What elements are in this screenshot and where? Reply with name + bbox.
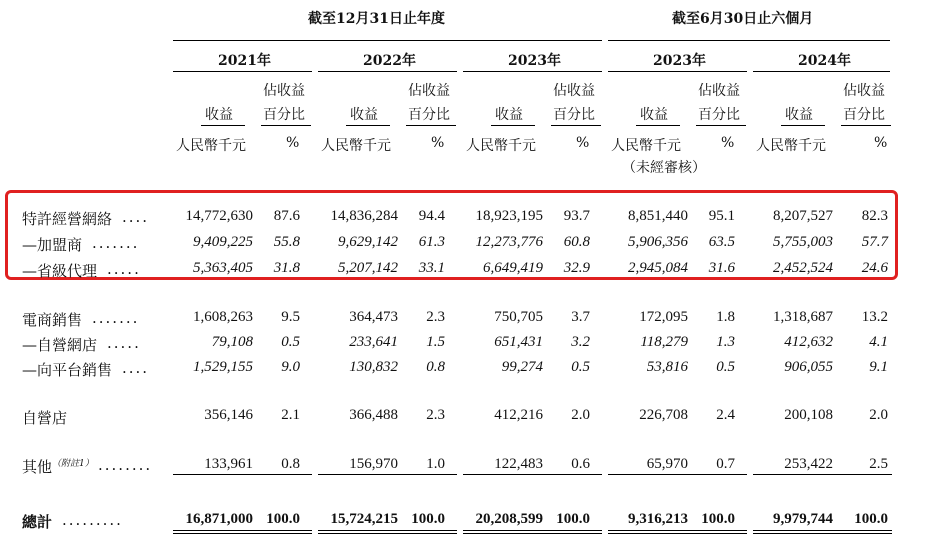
pct-cell: 32.9 xyxy=(563,260,590,276)
year-2023: 2023年 xyxy=(508,53,561,69)
pct-cell: 31.6 xyxy=(708,260,735,276)
row-leader-dots: .... xyxy=(122,359,150,377)
pct-cell: 100.0 xyxy=(556,511,590,527)
pct-header-bottom: 百分比 xyxy=(553,107,595,123)
pct-header-top: 佔收益 xyxy=(553,83,595,99)
revenue-cell: 6,649,419 xyxy=(483,260,543,276)
revenue-cell: 5,363,405 xyxy=(193,260,253,276)
revenue-cell: 356,146 xyxy=(204,407,253,423)
pct-cell: 9.5 xyxy=(281,309,300,325)
pct-cell: 2.3 xyxy=(426,407,445,423)
pct-cell: 63.5 xyxy=(708,234,735,250)
revenue-header: 收益 xyxy=(350,107,378,123)
revenue-cell: 20,208,599 xyxy=(475,511,543,527)
revenue-cell: 130,832 xyxy=(349,359,398,375)
revenue-cell: 133,961 xyxy=(204,456,253,472)
pct-cell: 61.3 xyxy=(418,234,445,250)
pct-unit: % xyxy=(721,135,735,151)
revenue-cell: 9,629,142 xyxy=(338,234,398,250)
revenue-header: 收益 xyxy=(785,107,813,123)
revenue-cell: 2,452,524 xyxy=(773,260,833,276)
row-leader-dots: ........ xyxy=(98,456,153,474)
pct-cell: 2.3 xyxy=(426,309,445,325)
pct-cell: 0.7 xyxy=(716,456,735,472)
pct-cell: 93.7 xyxy=(563,208,590,224)
row-label: —加盟商 xyxy=(22,236,83,254)
half-year-header: 截至6月30日止六個月 xyxy=(672,11,814,27)
unit-label: 人民幣千元 xyxy=(176,138,246,154)
row-label: 總計 xyxy=(22,513,53,531)
revenue-cell: 9,979,744 xyxy=(773,511,833,527)
pct-header-top: 佔收益 xyxy=(843,83,885,99)
revenue-cell: 226,708 xyxy=(639,407,688,423)
revenue-cell: 9,316,213 xyxy=(628,511,688,527)
revenue-cell: 253,422 xyxy=(784,456,833,472)
fiscal-year-header: 截至12月31日止年度 xyxy=(308,11,445,27)
pct-cell: 0.5 xyxy=(281,334,300,350)
pct-cell: 82.3 xyxy=(861,208,888,224)
pct-cell: 2.4 xyxy=(716,407,735,423)
revenue-header: 收益 xyxy=(640,107,668,123)
revenue-cell: 651,431 xyxy=(494,334,543,350)
row-label: 電商銷售 xyxy=(22,311,83,329)
revenue-cell: 5,207,142 xyxy=(338,260,398,276)
pct-cell: 9.0 xyxy=(281,359,300,375)
year-2024-h1: 2024年 xyxy=(798,53,851,69)
year-2021: 2021年 xyxy=(218,53,271,69)
pct-cell: 2.5 xyxy=(869,456,888,472)
row-leader-dots: ......... xyxy=(62,511,123,529)
revenue-cell: 1,529,155 xyxy=(193,359,253,375)
row-leader-dots: .... xyxy=(122,208,150,226)
revenue-cell: 750,705 xyxy=(494,309,543,325)
pct-header-top: 佔收益 xyxy=(408,83,450,99)
pct-cell: 13.2 xyxy=(861,309,888,325)
pct-cell: 55.8 xyxy=(273,234,300,250)
revenue-cell: 9,409,225 xyxy=(193,234,253,250)
pct-cell: 100.0 xyxy=(411,511,445,527)
pct-cell: 0.8 xyxy=(281,456,300,472)
pct-cell: 94.4 xyxy=(418,208,445,224)
revenue-cell: 364,473 xyxy=(349,309,398,325)
pct-cell: 1.0 xyxy=(426,456,445,472)
pct-cell: 1.3 xyxy=(716,334,735,350)
pct-header-top: 佔收益 xyxy=(698,83,740,99)
pct-cell: 2.0 xyxy=(869,407,888,423)
pct-header-bottom: 百分比 xyxy=(263,107,305,123)
revenue-cell: 8,207,527 xyxy=(773,208,833,224)
pct-cell: 1.5 xyxy=(426,334,445,350)
pct-unit: % xyxy=(431,135,445,151)
unit-label: 人民幣千元 xyxy=(611,138,681,154)
row-label: 其他$^{(附註1)}$ xyxy=(22,458,94,476)
pct-header-top: 佔收益 xyxy=(263,83,305,99)
pct-cell: 1.8 xyxy=(716,309,735,325)
revenue-cell: 65,970 xyxy=(646,456,688,472)
pct-cell: 3.2 xyxy=(571,334,590,350)
pct-cell: 57.7 xyxy=(861,234,888,250)
row-leader-dots: ....... xyxy=(92,309,140,327)
unaudited-note: （未經審核） xyxy=(622,160,706,176)
revenue-cell: 118,279 xyxy=(640,334,688,350)
revenue-cell: 122,483 xyxy=(494,456,543,472)
revenue-cell: 366,488 xyxy=(349,407,398,423)
revenue-cell: 412,632 xyxy=(784,334,833,350)
row-label: —省級代理 xyxy=(22,262,98,280)
pct-cell: 60.8 xyxy=(563,234,590,250)
pct-cell: 95.1 xyxy=(708,208,735,224)
revenue-cell: 1,608,263 xyxy=(193,309,253,325)
pct-header-bottom: 百分比 xyxy=(408,107,450,123)
pct-cell: 0.5 xyxy=(716,359,735,375)
revenue-cell: 412,216 xyxy=(494,407,543,423)
unit-label: 人民幣千元 xyxy=(466,138,536,154)
row-label: —自營網店 xyxy=(22,336,98,354)
pct-cell: 3.7 xyxy=(571,309,590,325)
row-leader-dots: ..... xyxy=(107,334,141,352)
row-leader-dots: ....... xyxy=(92,234,140,252)
revenue-cell: 14,836,284 xyxy=(330,208,398,224)
revenue-cell: 1,318,687 xyxy=(773,309,833,325)
revenue-header: 收益 xyxy=(495,107,523,123)
revenue-cell: 79,108 xyxy=(211,334,253,350)
row-label: 自營店 xyxy=(22,409,68,427)
unit-label: 人民幣千元 xyxy=(756,138,826,154)
revenue-cell: 16,871,000 xyxy=(185,511,253,527)
revenue-cell: 15,724,215 xyxy=(330,511,398,527)
revenue-cell: 233,641 xyxy=(349,334,398,350)
revenue-cell: 8,851,440 xyxy=(628,208,688,224)
pct-cell: 100.0 xyxy=(854,511,888,527)
revenue-cell: 906,055 xyxy=(784,359,833,375)
revenue-cell: 5,755,003 xyxy=(773,234,833,250)
revenue-cell: 200,108 xyxy=(784,407,833,423)
pct-cell: 0.6 xyxy=(571,456,590,472)
pct-cell: 100.0 xyxy=(266,511,300,527)
pct-cell: 31.8 xyxy=(273,260,300,276)
row-note: （附註1） xyxy=(52,459,94,469)
pct-cell: 2.0 xyxy=(571,407,590,423)
pct-cell: 4.1 xyxy=(869,334,888,350)
year-2022: 2022年 xyxy=(363,53,416,69)
row-label: 特許經營網絡 xyxy=(22,210,113,228)
pct-cell: 2.1 xyxy=(281,407,300,423)
pct-header-bottom: 百分比 xyxy=(698,107,740,123)
pct-cell: 100.0 xyxy=(701,511,735,527)
revenue-cell: 99,274 xyxy=(501,359,543,375)
pct-unit: % xyxy=(576,135,590,151)
revenue-cell: 12,273,776 xyxy=(475,234,543,250)
pct-cell: 33.1 xyxy=(418,260,445,276)
pct-cell: 24.6 xyxy=(861,260,888,276)
pct-cell: 87.6 xyxy=(273,208,300,224)
revenue-header: 收益 xyxy=(205,107,233,123)
pct-unit: % xyxy=(874,135,888,151)
pct-header-bottom: 百分比 xyxy=(843,107,885,123)
year-2023-h1: 2023年 xyxy=(653,53,706,69)
revenue-cell: 156,970 xyxy=(349,456,398,472)
row-leader-dots: ..... xyxy=(107,260,141,278)
revenue-cell: 14,772,630 xyxy=(185,208,253,224)
revenue-cell: 18,923,195 xyxy=(475,208,543,224)
revenue-cell: 2,945,084 xyxy=(628,260,688,276)
pct-cell: 9.1 xyxy=(869,359,888,375)
pct-unit: % xyxy=(286,135,300,151)
pct-cell: 0.8 xyxy=(426,359,445,375)
revenue-cell: 5,906,356 xyxy=(628,234,688,250)
unit-label: 人民幣千元 xyxy=(321,138,391,154)
revenue-cell: 172,095 xyxy=(639,309,688,325)
pct-cell: 0.5 xyxy=(571,359,590,375)
row-label: —向平台銷售 xyxy=(22,361,113,379)
revenue-cell: 53,816 xyxy=(646,359,688,375)
